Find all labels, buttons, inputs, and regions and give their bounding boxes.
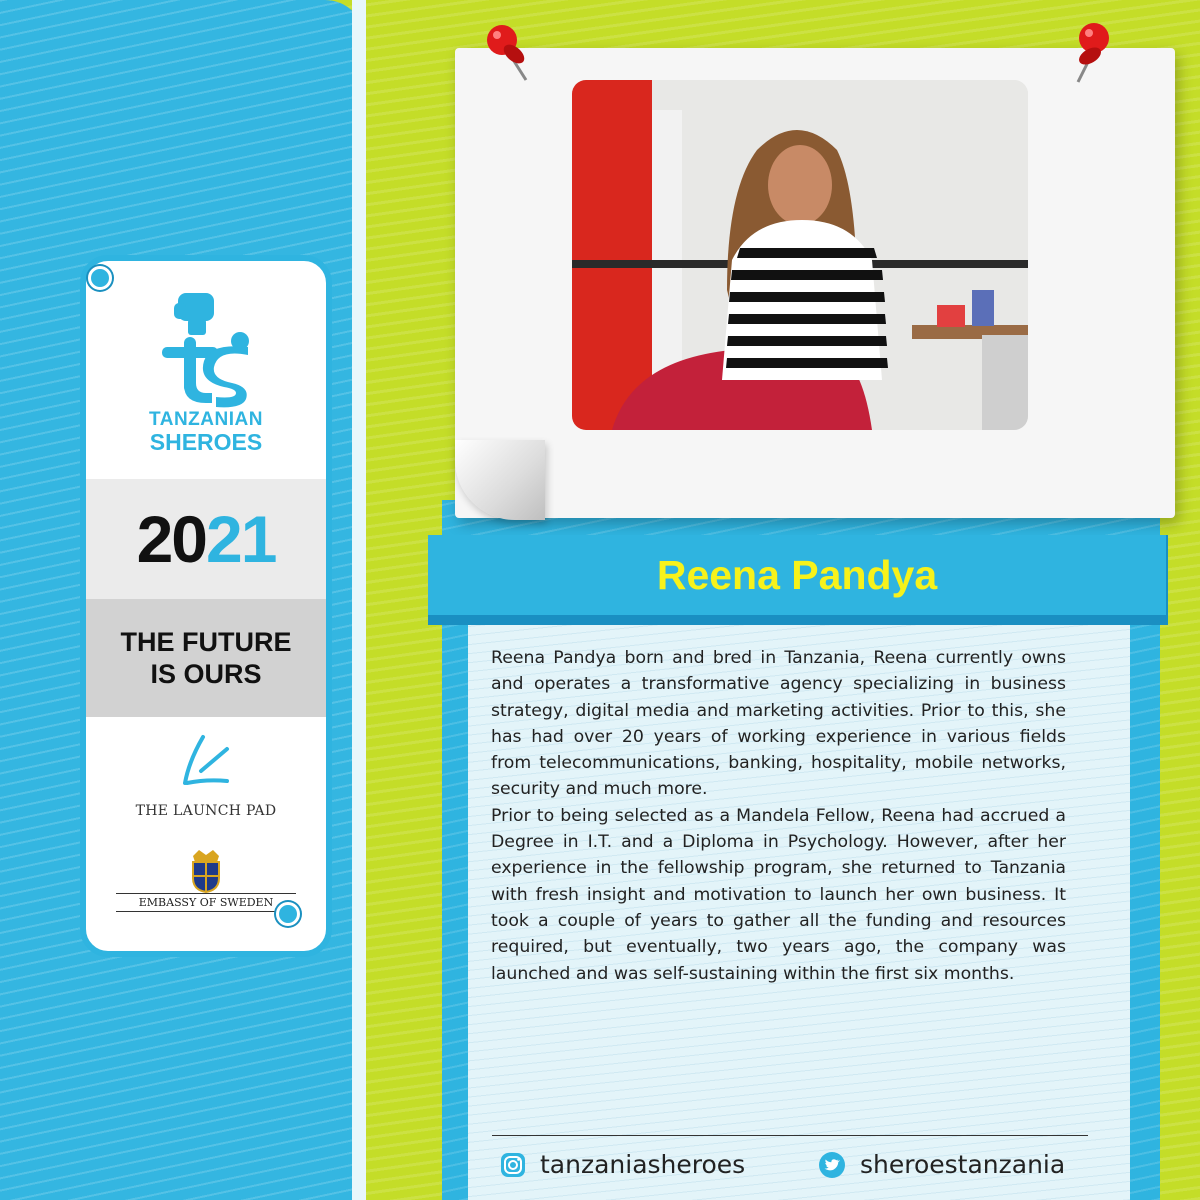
bio-paragraph: Prior to being selected as a Mandela Fellow, Reena had accrued a Degree in I.T. and a Diploma in Psychology. However, after her experience in the fellowship program, she returned to Tanzania with fresh insight and motivation to launch her own business. It took a couple of years to gather all the funding and resources required, but eventually, two years ago, the company was launched and was self-sustaining within the first six months.	[491, 805, 1066, 984]
twitter-handle-text: sheroestanzania	[860, 1150, 1066, 1179]
instagram-handle[interactable]	[500, 1150, 745, 1179]
footer-divider	[492, 1135, 1088, 1136]
twitter-handle[interactable]	[818, 1150, 1065, 1179]
badge-card	[80, 255, 332, 957]
push-pin-icon	[1058, 18, 1130, 90]
profile-name: Reena Pandya	[656, 551, 938, 598]
profile-photo-illustration	[572, 80, 1028, 430]
push-pin-icon	[478, 18, 550, 90]
panel-edge	[352, 0, 366, 1200]
bio-paragraph: Reena Pandya born and bred in Tanzania, Reena currently owns and operates a transformative agency specializing in business strategy, digital media and marketing activities. Prior to this, she has had over 20 years of working experience in various fields from telecommunications, banking, hospitality, mobile networks, security and much more.	[491, 648, 1066, 800]
tagline-line1: THE FUTURE	[120, 627, 292, 657]
brand-name-line1: TANZANIAN	[149, 409, 263, 430]
launch-pad-label: THE LAUNCH PAD	[135, 803, 277, 819]
tagline-band	[86, 599, 326, 717]
year	[137, 501, 276, 577]
embassy-label: EMBASSY OF SWEDEN	[116, 893, 296, 912]
instagram-handle-text: tanzaniasheroes	[540, 1150, 746, 1179]
fist-icon	[174, 293, 214, 335]
badge-rivet-bottom	[276, 902, 300, 926]
year-part1: 20	[136, 502, 206, 576]
name-banner	[428, 535, 1166, 615]
year-part2: 21	[206, 502, 276, 576]
crown-crest-icon	[181, 846, 231, 894]
year-band	[86, 479, 326, 599]
launch-pad-logo	[171, 731, 241, 801]
profile-bio	[491, 645, 1066, 987]
twitter-icon	[818, 1151, 846, 1179]
brand-name-line2: SHEROES	[149, 429, 263, 455]
instagram-icon	[500, 1152, 526, 1178]
badge-rivet-top	[88, 266, 112, 290]
profile-photo	[572, 80, 1028, 430]
tanzanian-sheroes-logo	[148, 289, 264, 409]
tagline-line2: IS OURS	[150, 659, 262, 689]
